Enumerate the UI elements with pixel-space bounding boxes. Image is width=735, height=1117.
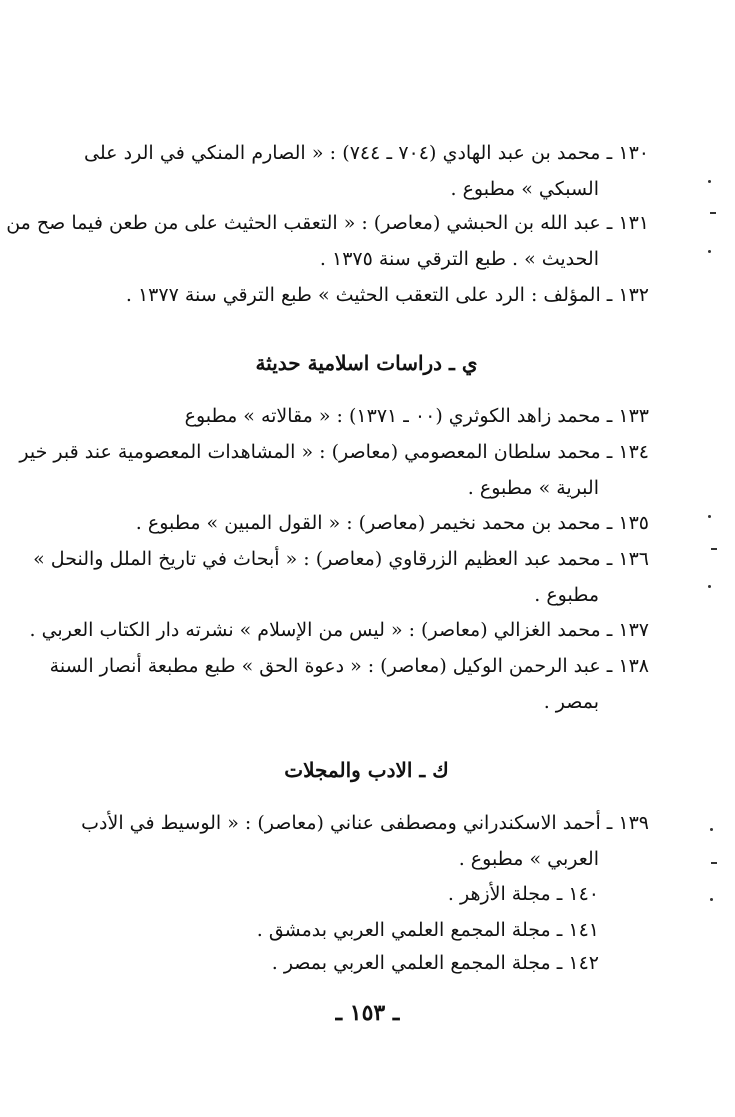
section-heading-k: ك ـ الادب والمجلات [284,758,449,782]
entry-line: البرية » مطبوع . [467,477,599,499]
entry-line: ١٣٨ ـ عبد الرحمن الوكيل (معاصر) : « دعوة الحق » طبع مطبعة أنصار السنة [49,655,649,677]
entry-134 [19,434,649,506]
margin-mark [708,250,711,253]
entry-line: ١٣٤ ـ محمد سلطان المعصومي (معاصر) : « المشاهدات المعصومية عند قبر خير [19,441,649,463]
entry-133 [84,398,649,434]
margin-mark [710,898,713,901]
entry-line: ١٣٣ ـ محمد زاهد الكوثري (٠٠ ـ ١٣٧١) : « مقالاته » مطبوع [184,405,649,427]
margin-mark [711,862,717,864]
margin-mark [710,828,713,831]
entry-line: ١٣٦ ـ محمد عبد العظيم الزرقاوي (معاصر) : « أبحاث في تاريخ الملل والنحل » [33,548,649,570]
entry-line: الحديث » . طبع الترقي سنة ١٣٧٥ . [319,248,599,270]
entry-140 [84,876,649,912]
entry-136 [33,541,649,613]
entry-131 [6,205,649,277]
entry-142 [84,945,649,981]
entry-139 [81,805,649,877]
entry-line: ١٣٢ ـ المؤلف : الرد على التعقب الحثيث » طبع الترقي سنة ١٣٧٧ . [125,284,649,306]
entry-line: السبكي » مطبوع . [450,178,599,200]
margin-mark [710,212,716,214]
margin-mark [711,548,717,550]
entry-line: ١٣٥ ـ محمد بن محمد نخيمر (معاصر) : « القول المبين » مطبوع . [135,512,649,534]
entry-132 [84,277,649,313]
entry-line: ١٤٠ ـ مجلة الأزهر . [447,883,599,905]
entry-line: ١٣٠ ـ محمد بن عبد الهادي (٧٠٤ ـ ٧٤٤) : « الصارم المنكي في الرد على [84,142,649,164]
margin-mark [708,180,711,183]
entry-138 [49,648,649,720]
margin-mark [708,515,711,518]
margin-mark [708,585,711,588]
section-heading-y: ي ـ دراسات اسلامية حديثة [255,351,478,375]
entry-line: بمصر . [543,691,599,713]
entry-line: ١٣١ ـ عبد الله بن الحبشي (معاصر) : « التعقب الحثيث على من طعن فيما صح من [6,212,649,234]
entry-line: ١٣٧ ـ محمد الغزالي (معاصر) : « ليس من الإسلام » نشرته دار الكتاب العربي . [29,619,649,641]
page-number: ـ ١٥٣ ـ [335,1000,400,1026]
entry-line: ١٤١ ـ مجلة المجمع العلمي العربي بدمشق . [256,919,599,941]
entry-line: مطبوع . [534,584,599,606]
entry-141 [84,912,649,948]
entry-line: العربي » مطبوع . [458,848,599,870]
entry-130 [84,135,649,207]
entry-135 [84,505,649,541]
entry-137 [29,612,649,648]
entry-line: ١٤٢ ـ مجلة المجمع العلمي العربي بمصر . [271,952,599,974]
entry-line: ١٣٩ ـ أحمد الاسكندراني ومصطفى عناني (معاصر) : « الوسيط في الأدب [81,812,649,834]
